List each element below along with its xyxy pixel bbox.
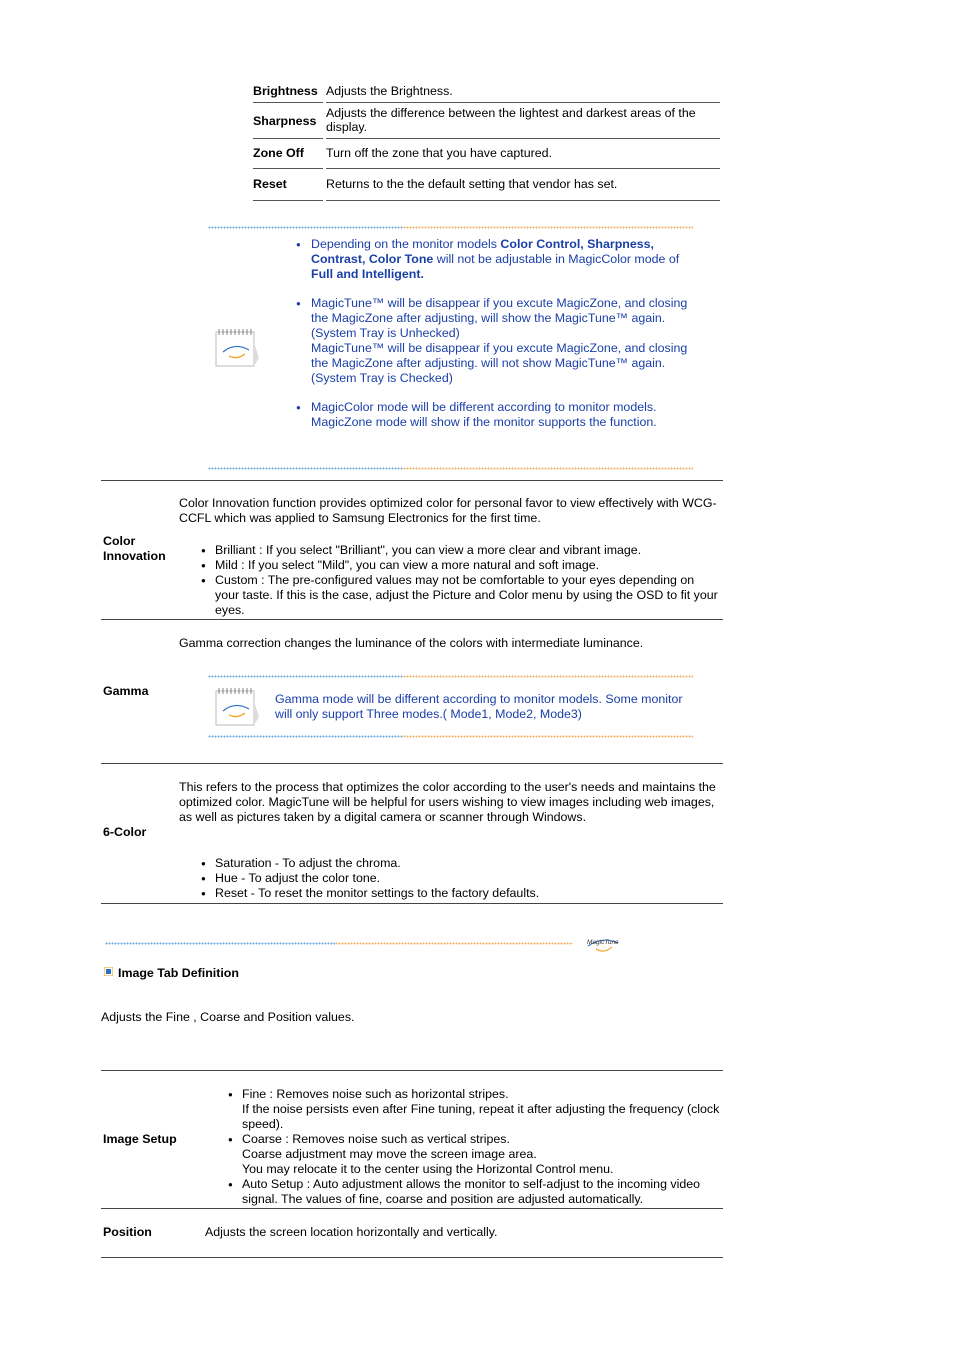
- list-item: [242, 1132, 720, 1177]
- list-text: If the noise persists even after Fine tuning, repeat it after adjusting the frequency (clock speed).: [242, 1102, 720, 1131]
- image-setup-list: [242, 1087, 720, 1207]
- list-item: [242, 1177, 720, 1207]
- magictune-logo: [584, 934, 624, 956]
- divider: [101, 1257, 723, 1258]
- note-item: [311, 400, 695, 430]
- dotted-separator: [403, 675, 693, 678]
- list-item: [242, 1087, 720, 1132]
- section-bullet-icon: [104, 967, 113, 976]
- dotted-separator: [335, 942, 573, 945]
- note-text: MagicZone mode will show if the monitor supports the function.: [311, 415, 657, 429]
- six-color-intro: This refers to the process that optimizes the color according to the user's needs and maintains the optimized color. MagicTune will be helpful for users wishing to view images including web images, as well as pictures taken by a digital camera or scanner through Windows.: [179, 780, 716, 824]
- image-setup-label: Image Setup: [103, 1132, 177, 1146]
- divider: [253, 168, 323, 169]
- note-item: [311, 296, 695, 386]
- note-item: [311, 237, 695, 282]
- dotted-separator: [208, 467, 403, 470]
- list-item: ● Saturation - To adjust the chroma.: [215, 856, 720, 871]
- divider: [101, 1070, 723, 1071]
- dotted-separator: [208, 735, 403, 738]
- gamma-intro: Gamma correction changes the luminance of the colors with intermediate luminance.: [179, 636, 644, 650]
- list-item: ● Hue - To adjust the color tone.: [215, 871, 720, 886]
- divider: [326, 200, 720, 201]
- color-innovation-intro: Color Innovation function provides optimized color for personal favor to view effectively with WCG-CCFL which was applied to Samsung Electronics for the first time.: [179, 496, 717, 525]
- divider: [101, 1208, 723, 1209]
- row-label: Zone Off: [253, 146, 304, 160]
- gamma-label: Gamma: [103, 684, 149, 698]
- dotted-separator: [403, 467, 693, 470]
- list-text: ● Fine : Removes noise such as horizontal stripes.: [242, 1087, 509, 1101]
- list-text: You may relocate it to the center using the Horizontal Control menu.: [242, 1162, 614, 1176]
- dotted-separator: [403, 226, 693, 229]
- note-text: ● MagicTune™ will be disappear if you excute MagicZone, and closing the MagicZone after adjusting, will show the MagicTune™ again.: [311, 296, 688, 325]
- note-text: MagicTune™ will be disappear if you excute MagicZone, and closing the MagicZone after adjusting. will not show MagicTune™ again.: [311, 341, 688, 370]
- dotted-separator: [403, 735, 693, 738]
- magictune-memo-icon: [215, 687, 259, 727]
- dotted-separator: [105, 942, 335, 945]
- logo-text: MagicTune: [587, 939, 619, 946]
- note-text: Depending on the monitor models: [311, 237, 501, 251]
- note-text: will not be adjustable in MagicColor mode of: [433, 252, 680, 266]
- row-desc: Turn off the zone that you have captured.: [326, 146, 552, 160]
- row-desc: Adjusts the Brightness.: [326, 84, 453, 98]
- divider: [101, 480, 723, 481]
- color-innovation-label: Color Innovation: [103, 534, 166, 563]
- note-box: [295, 237, 695, 430]
- six-color-label: 6-Color: [103, 825, 147, 839]
- list-text: ● Auto Setup : Auto adjustment allows the monitor to self-adjust to the incoming video signal. The values of fine, coarse and position are adjusted automatically.: [242, 1177, 701, 1206]
- list-text: ● Coarse : Removes noise such as vertical stripes.: [242, 1132, 510, 1146]
- list-item: ● Mild : If you select "Mild", you can view a more natural and soft image.: [215, 558, 720, 573]
- image-tab-heading: Image Tab Definition: [118, 966, 239, 980]
- row-desc: Returns to the the default setting that vendor has set.: [326, 177, 618, 191]
- divider: [253, 102, 323, 103]
- divider: [101, 903, 723, 904]
- note-bold: Full and Intelligent.: [311, 267, 424, 281]
- color-innovation-list: [215, 543, 720, 618]
- divider: [101, 619, 723, 620]
- dotted-separator: [208, 226, 403, 229]
- list-item: ● Brilliant : If you select "Brilliant", you can view a more clear and vibrant image.: [215, 543, 720, 558]
- position-desc: Adjusts the screen location horizontally and vertically.: [205, 1225, 498, 1239]
- list-item: ● Custom : The pre-configured values may not be comfortable to your eyes depending on your taste. If this is the case, adjust the Picture and Color menu by using the OSD to fit your eyes.: [215, 573, 720, 618]
- row-label: Brightness: [253, 84, 318, 98]
- position-label: Position: [103, 1225, 152, 1239]
- note-bold: Color Control, Sharpness, Contrast, Color Tone: [311, 237, 654, 266]
- row-label: Reset: [253, 177, 287, 191]
- list-text: Coarse adjustment may move the screen image area.: [242, 1147, 537, 1161]
- list-item: ● Reset - To reset the monitor settings to the factory defaults.: [215, 886, 720, 901]
- dotted-separator: [208, 675, 403, 678]
- gamma-note: Gamma mode will be different according to monitor models. Some monitor will only support Three modes.( Mode1, Mode2, Mode3): [275, 692, 683, 721]
- divider: [253, 138, 323, 139]
- divider: [101, 763, 723, 764]
- divider: [326, 138, 720, 139]
- row-desc: Adjusts the difference between the lightest and darkest areas of the display.: [326, 106, 696, 134]
- note-text: ● MagicColor mode will be different according to monitor models.: [311, 400, 657, 414]
- row-label: Sharpness: [253, 114, 317, 128]
- divider: [326, 168, 720, 169]
- magictune-memo-icon: [215, 328, 259, 368]
- divider: [326, 102, 720, 103]
- divider: [253, 200, 323, 201]
- six-color-list: [215, 856, 720, 901]
- note-text: (System Tray is Unhecked): [311, 326, 460, 340]
- note-text: (System Tray is Checked): [311, 371, 453, 385]
- image-tab-intro: Adjusts the Fine , Coarse and Position values.: [101, 1010, 355, 1024]
